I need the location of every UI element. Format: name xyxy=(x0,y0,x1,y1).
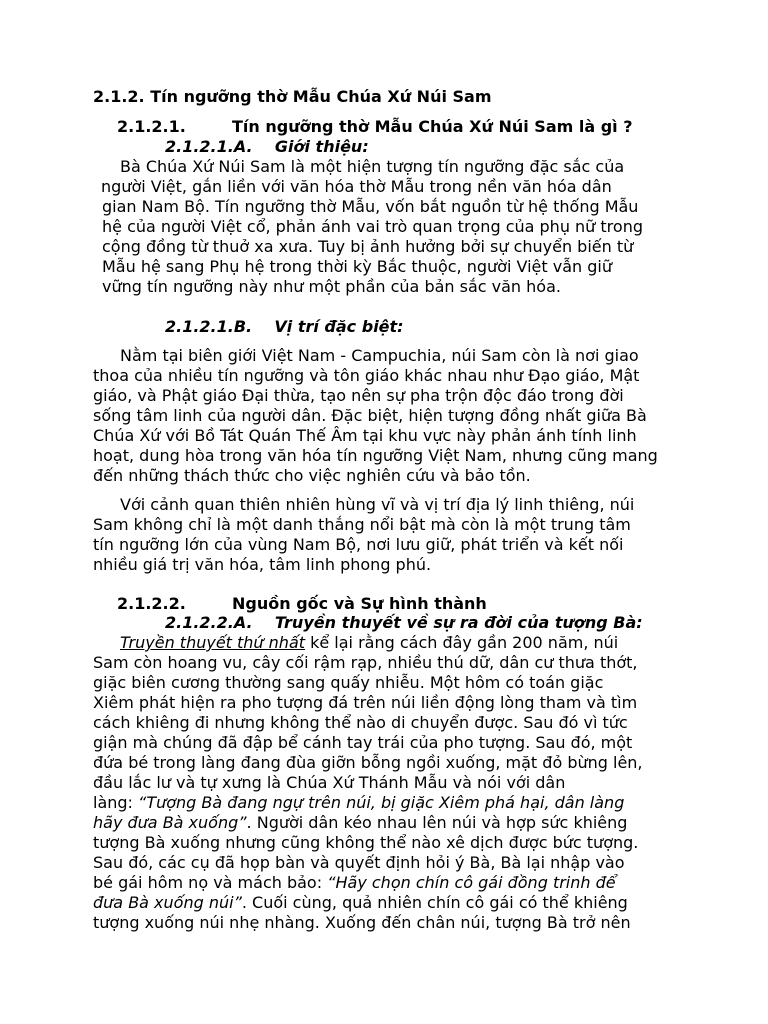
legend-line-10-rest: . Người dân kéo nhau lên núi và hợp sức khiêng xyxy=(246,813,628,832)
legend-quote-1: “Tượng Bà đang ngự trên núi, bị giặc Xiêm phá hại, dân làng xyxy=(138,793,625,812)
location-p2-line-2: Sam không chỉ là một danh thắng nổi bật mà còn là một trung tâm xyxy=(93,515,631,534)
location-p2-line-1: Với cảnh quan thiên nhiên hùng vĩ và vị trí địa lý linh thiêng, núi xyxy=(120,495,635,514)
legend-line-3: giặc biên cương thường sang quấy nhiễu. Một hôm có toán giặc xyxy=(93,673,604,692)
legend-quote-2: “Hãy chọn chín cô gái đồng trinh để xyxy=(327,873,616,892)
location-p2-line-3: tín ngưỡng lớn của vùng Nam Bộ, nơi lưu giữ, phát triển và kết nối xyxy=(93,535,624,554)
location-p1-line-3: giáo, và Phật giáo Đại thừa, tạo nên sự pha trộn độc đáo trong đời xyxy=(93,386,624,405)
location-p2-line-4: nhiều giá trị văn hóa, tâm linh phong phú. xyxy=(93,555,432,574)
location-p1-line-4: sống tâm linh của người dân. Đặc biệt, hiện tượng đồng nhất giữa Bà xyxy=(93,406,647,425)
intro-line-6: Mẫu hệ sang Phụ hệ trong thời kỳ Bắc thuộc, người Việt vẫn giữ xyxy=(102,257,612,276)
heading-2-1-2-2-a: 2.1.2.2.A. Truyền thuyết về sự ra đời của tượng Bà: xyxy=(165,613,643,632)
legend-line-1 xyxy=(120,633,618,653)
intro-line-3: gian Nam Bộ. Tín ngưỡng thờ Mẫu, vốn bắt nguồn từ hệ thống Mẫu xyxy=(102,197,639,216)
location-p1-line-6: hoạt, dung hòa trong văn hóa tín ngưỡng Việt Nam, nhưng cũng mang xyxy=(93,446,658,465)
legend-line-8: đầu lắc lư và tự xưng là Chúa Xứ Thánh Mẫu và nói với dân xyxy=(93,773,566,792)
legend-line-9-prefix: làng: xyxy=(93,793,139,812)
heading-2-1-2-1-b: 2.1.2.1.B. Vị trí đặc biệt: xyxy=(165,317,404,336)
legend-line-6: giận mà chúng đã đập bể cánh tay trái của pho tượng. Sau đó, một xyxy=(93,733,633,752)
legend-line-13-prefix: bé gái hôm nọ và mách bảo: xyxy=(93,873,328,892)
heading-2-1-2-2-title: Nguồn gốc và Sự hình thành xyxy=(232,594,487,613)
intro-line-4: hệ của người Việt cổ, phản ánh vai trò quan trọng của phụ nữ trong xyxy=(102,217,643,236)
legend-line-11: tượng Bà xuống nhưng cũng không thể nào xê dịch được bức tượng. xyxy=(93,833,639,852)
legend-line-4: Xiêm phát hiện ra pho tượng đá trên núi liền động lòng tham và tìm xyxy=(93,693,638,712)
intro-line-1: Bà Chúa Xứ Núi Sam là một hiện tượng tín ngưỡng đặc sắc của xyxy=(120,157,625,176)
intro-line-2: người Việt, gắn liền với văn hóa thờ Mẫu trong nền văn hóa dân xyxy=(101,177,612,196)
intro-line-7: vững tín ngưỡng này như một phần của bản sắc văn hóa. xyxy=(102,277,561,296)
heading-2-1-2-1-a: 2.1.2.1.A. Giới thiệu: xyxy=(165,137,369,156)
legend-line-5: cách khiêng đi nhưng không thể nào di chuyển được. Sau đó vì tức xyxy=(93,713,628,732)
legend-line-15: tượng xuống núi nhẹ nhàng. Xuống đến chân núi, tượng Bà trở nên xyxy=(93,913,631,932)
location-p1-line-2: thoa của nhiều tín ngưỡng và tôn giáo khác nhau như Đạo giáo, Mật xyxy=(93,366,640,385)
location-p1-line-5: Chúa Xứ với Bồ Tát Quán Thế Âm tại khu vực này phản ánh tính linh xyxy=(93,426,637,445)
legend-line-13 xyxy=(93,873,616,893)
heading-2-1-2-1-title: Tín ngưỡng thờ Mẫu Chúa Xứ Núi Sam là gì ? xyxy=(232,117,633,136)
legend-title-underlined: Truyền thuyết thứ nhất xyxy=(120,633,306,652)
location-p1-line-7: đến những thách thức cho việc nghiên cứu và bảo tồn. xyxy=(93,466,531,485)
legend-line-7: đứa bé trong làng đang đùa giỡn bỗng ngồi xuống, mặt đỏ bừng lên, xyxy=(93,753,643,772)
heading-2-1-2-1-number: 2.1.2.1. xyxy=(117,117,186,136)
intro-line-5: cộng đồng từ thuở xa xưa. Tuy bị ảnh hưởng bởi sự chuyển biến từ xyxy=(102,237,634,256)
heading-2-1-2: 2.1.2. Tín ngưỡng thờ Mẫu Chúa Xứ Núi Sam xyxy=(93,87,492,106)
legend-line-14 xyxy=(93,893,628,913)
legend-quote-2-end: đưa Bà xuống núi” xyxy=(93,893,242,912)
legend-line-2: Sam còn hoang vu, cây cối rậm rạp, nhiều thú dữ, dân cư thưa thớt, xyxy=(93,653,638,672)
location-p1-line-1: Nằm tại biên giới Việt Nam - Campuchia, núi Sam còn là nơi giao xyxy=(120,346,639,365)
legend-quote-1-end: hãy đưa Bà xuống” xyxy=(93,813,247,832)
legend-line-14-rest: . Cuối cùng, quả nhiên chín cô gái có thể khiêng xyxy=(241,893,628,912)
legend-line-10 xyxy=(93,813,627,833)
legend-line-12: Sau đó, các cụ đã họp bàn và quyết định hỏi ý Bà, Bà lại nhập vào xyxy=(93,853,625,872)
legend-line-9 xyxy=(93,793,624,813)
heading-2-1-2-2-number: 2.1.2.2. xyxy=(117,594,186,613)
legend-line-1-rest: kể lại rằng cách đây gần 200 năm, núi xyxy=(305,633,619,652)
